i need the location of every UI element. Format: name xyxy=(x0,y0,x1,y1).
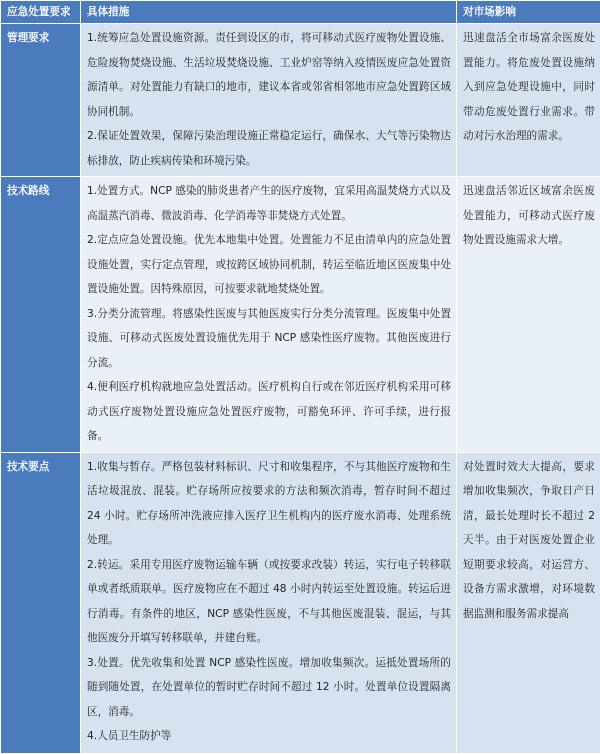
measure-item: 3.处置。优先收集和处置 NCP 感染性医废。增加收集频次。运抵处置场所的随到随处置，在处置单位的暂时贮存时间不超过 12 小时。处置单位设置隔离区，消毒。 xyxy=(87,651,451,725)
table-row xyxy=(1,177,600,453)
measures-cell xyxy=(81,24,457,177)
table-row xyxy=(1,452,600,753)
measure-item: 1.处置方式。NCP 感染的肺炎患者产生的医疗废物，宜采用高温焚烧方式以及高温蒸汽消毒、微波消毒、化学消毒等非焚烧方式处置。 xyxy=(87,179,451,228)
impact-cell: 对处置时效大大提高，要求增加收集频次，争取日产日清，最长处理时长不超过 2 天半。由于对医废处置企业短期要求较高，对运营方、设备方需求激增，对环境数据监测和服务需求提高 xyxy=(457,452,600,753)
measure-item: 2.转运。采用专用医疗废物运输车辆（或按要求改装）转运，实行电子转移联单或者纸质联单。医疗废物应在不超过 48 小时内转运至处置设施。转运后进行消毒。有条件的地区，NCP 感染性医废，不与其他医废混装、混运，与其他医废分开填写转移联单，并建台账。 xyxy=(87,553,451,651)
row-label: 管理要求 xyxy=(1,24,81,177)
row-label: 技术路线 xyxy=(1,177,81,453)
header-market-impact: 对市场影响 xyxy=(457,1,600,24)
measures-cell xyxy=(81,177,457,453)
impact-cell: 迅速盘活全市场富余医废处置能力。将危废处置设施纳入到应急处理设施中，同时带动危废处置行业需求。带动对污水治理的需求。 xyxy=(457,24,600,177)
measure-item: 4.人员卫生防护等 xyxy=(87,724,451,749)
measures-cell xyxy=(81,452,457,753)
header-row xyxy=(1,1,600,24)
measure-item: 2.定点应急处置设施。优先本地集中处置。处置能力不足由清单内的应急处置设施处置，实行定点管理，或按跨区域协同机制，转运至临近地区医废集中处置设施处置。因特殊原因，可按要求就地焚烧处置。 xyxy=(87,228,451,302)
header-requirement: 应急处置要求 xyxy=(1,1,81,24)
row-label: 技术要点 xyxy=(1,452,81,753)
impact-cell: 迅速盘活邻近区域富余医废处置能力，可移动式医疗废物处置设施需求大增。 xyxy=(457,177,600,453)
table-row xyxy=(1,24,600,177)
measure-item: 2.保证处置效果，保障污染治理设施正常稳定运行，确保水、大气等污染物达标排放，防止疾病传染和环境污染。 xyxy=(87,124,451,173)
measure-item: 1.收集与暂存。严格包装材料标识、尺寸和收集程序，不与其他医疗废物和生活垃圾混放、混装。贮存场所应按要求的方法和频次消毒，暂存时间不超过 24 小时。贮存场所冲洗液应排入医疗卫生机构内的医疗废水消毒、处理系统处理。 xyxy=(87,455,451,553)
measure-item: 3.分类分流管理。将感染性医废与其他医废实行分类分流管理。医废集中处置设施、可移动式医废处置设施优先用于 NCP 感染性医疗废物。其他医废进行分流。 xyxy=(87,302,451,376)
measure-item: 4.便利医疗机构就地应急处置活动。医疗机构自行或在邻近医疗机构采用可移动式医疗废物处置设施应急处置医疗废物，可豁免环评、许可手续，进行报备。 xyxy=(87,375,451,449)
header-measures: 具体措施 xyxy=(81,1,457,24)
measure-item: 1.统筹应急处置设施资源。责任到设区的市，将可移动式医疗废物处置设施、危险废物焚烧设施、生活垃圾焚烧设施、工业炉窑等纳入疫情医废应急处置资源清单。对处置能力有缺口的地市，建议本省或邻省相邻地市应急处置跨区域协同机制。 xyxy=(87,26,451,124)
